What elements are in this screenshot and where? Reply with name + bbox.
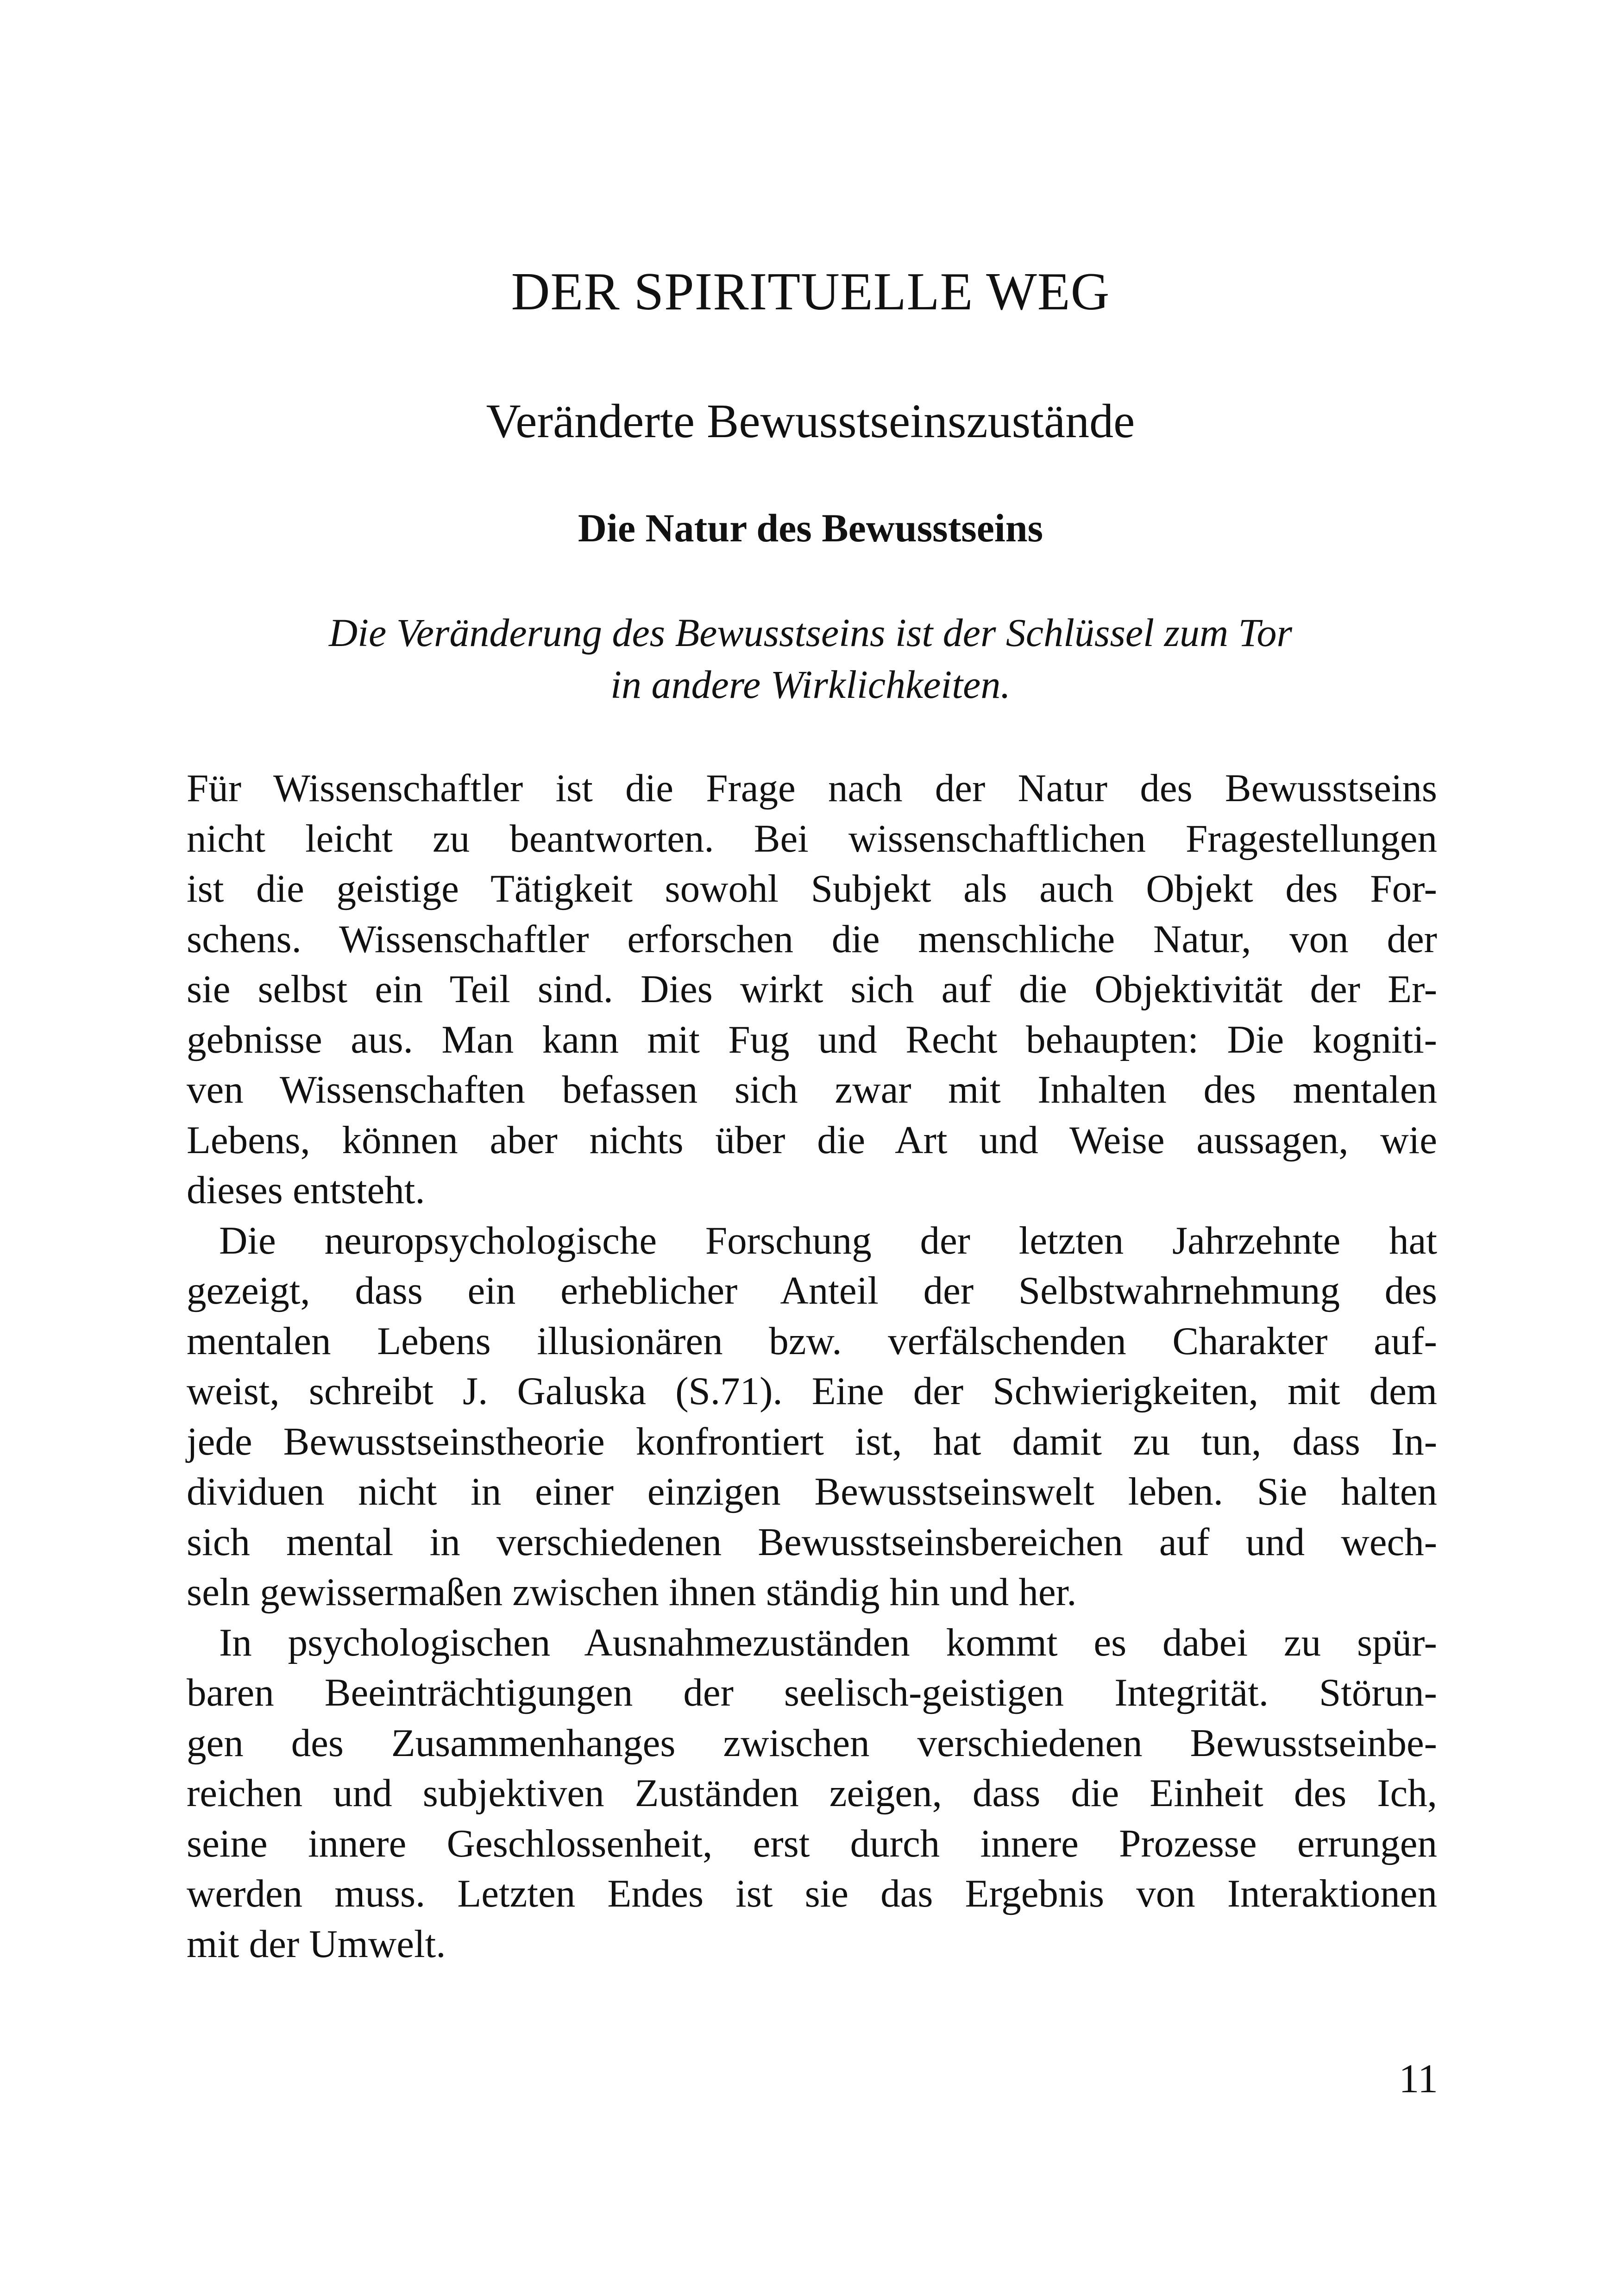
text-line: ist die geistige Tätigkeit sowohl Subjekt als auch Objekt des For- <box>187 867 1437 910</box>
text-line: Für Wissenschaftler ist die Frage nach der Natur des Bewusstseins <box>187 766 1437 810</box>
text-line: gebnisse aus. Man kann mit Fug und Recht behaupten: Die kogniti- <box>187 1017 1437 1061</box>
text-line: gen des Zusammenhanges zwischen verschiedenen Bewusstseinbe- <box>187 1721 1437 1765</box>
paragraph-3 <box>187 1618 1437 1970</box>
text-line: dividuen nicht in einer einzigen Bewusstseinswelt leben. Sie halten <box>187 1470 1437 1513</box>
text-line: jede Bewusstseinstheorie konfrontiert ist, hat damit zu tun, dass In- <box>187 1419 1437 1463</box>
text-line: mit der Umwelt. <box>187 1922 446 1966</box>
text-line: Lebens, können aber nichts über die Art und Weise aussagen, wie <box>187 1118 1437 1162</box>
page-number: 11 <box>1399 2057 1438 2102</box>
chapter-subtitle: Veränderte Bewusstseinszustände <box>486 395 1135 448</box>
text-line: gezeigt, dass ein erheblicher Anteil der Selbstwahrnehmung des <box>187 1269 1437 1312</box>
text-line: baren Beeinträchtigungen der seelisch-geistigen Integrität. Störun- <box>187 1671 1437 1714</box>
text-line: sie selbst ein Teil sind. Dies wirkt sich auf die Objektivität der Er- <box>187 967 1437 1011</box>
text-line: seine innere Geschlossenheit, erst durch innere Prozesse errungen <box>187 1821 1437 1865</box>
text-line: seln gewissermaßen zwischen ihnen ständig hin und her. <box>187 1570 1077 1614</box>
text-line: dieses entsteht. <box>187 1168 425 1212</box>
text-line: reichen und subjektiven Zuständen zeigen, dass die Einheit des Ich, <box>187 1771 1437 1815</box>
body-text <box>187 763 1437 1969</box>
text-line: werden muss. Letzten Endes ist sie das Ergebnis von Interaktionen <box>187 1872 1437 1915</box>
text-line: mentalen Lebens illusionären bzw. verfälschenden Charakter auf- <box>187 1319 1437 1363</box>
epigraph-line-1: Die Veränderung des Bewusstseins ist der Schlüssel zum Tor <box>329 610 1292 655</box>
section-heading: Die Natur des Bewusstseins <box>578 506 1043 550</box>
text-line: weist, schreibt J. Galuska (S.71). Eine der Schwierigkeiten, mit dem <box>187 1369 1437 1413</box>
paragraph-2 <box>187 1216 1437 1618</box>
epigraph-quote <box>0 607 1621 710</box>
text-line: sich mental in verschiedenen Bewusstseinsbereichen auf und wech- <box>187 1520 1437 1564</box>
chapter-title: DER SPIRITUELLE WEG <box>511 262 1110 321</box>
paragraph-1 <box>187 763 1437 1216</box>
text-line: Die neuropsychologische Forschung der letzten Jahrzehnte hat <box>219 1218 1437 1262</box>
text-line: schens. Wissenschaftler erforschen die menschliche Natur, von der <box>187 917 1437 961</box>
epigraph-line-2: in andere Wirklichkeiten. <box>610 662 1011 707</box>
text-line: ven Wissenschaften befassen sich zwar mit Inhalten des mentalen <box>187 1068 1437 1111</box>
text-line: In psychologischen Ausnahmezuständen kommt es dabei zu spür- <box>219 1620 1437 1664</box>
text-line: nicht leicht zu beantworten. Bei wissenschaftlichen Fragestellungen <box>187 816 1437 860</box>
